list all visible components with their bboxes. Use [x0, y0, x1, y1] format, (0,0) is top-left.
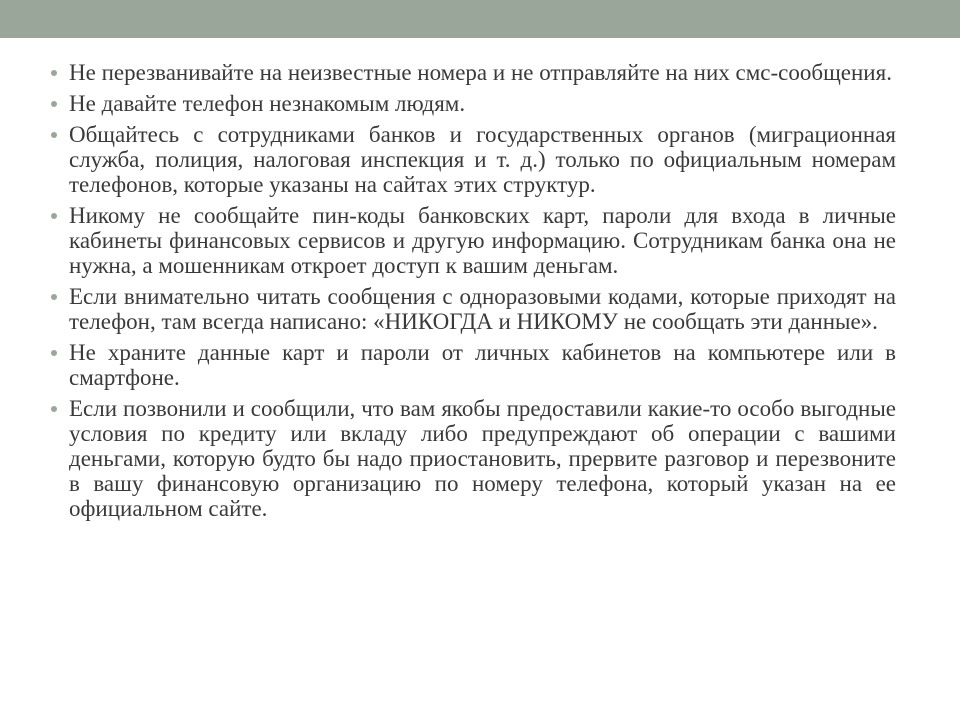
slide-header-bar: [0, 0, 960, 38]
bullet-dot-icon: [51, 294, 57, 300]
list-item: [51, 203, 896, 278]
bullet-dot-icon: [51, 350, 57, 356]
bullet-dot-icon: [51, 132, 57, 138]
list-item: [51, 60, 896, 85]
list-item: [51, 122, 896, 197]
bullet-dot-icon: [51, 213, 57, 219]
bullet-list: [51, 60, 896, 527]
list-item: [51, 284, 896, 334]
list-item-text: Если позвонили и сообщили, что вам якобы предоставили какие-то особо выгодные условия по кредиту или вкладу либо предупреждают об операции с вашими деньгами, которую будто бы надо приостановить, прервите разговор и перезвоните в вашу финансовую организацию по номеру телефона, который указан на ее официальном сайте.: [69, 396, 896, 521]
list-item-text: Не давайте телефон незнакомым людям.: [69, 91, 466, 116]
bullet-dot-icon: [51, 70, 57, 76]
list-item-text: Не храните данные карт и пароли от личных кабинетов на компьютере или в смартфоне.: [69, 340, 896, 390]
list-item: [51, 396, 896, 521]
list-item-text: Никому не сообщайте пин-коды банковских карт, пароли для входа в личные кабинеты финансовых сервисов и другую информацию. Сотрудникам банка она не нужна, а мошенникам откроет доступ к вашим деньгам.: [69, 203, 896, 278]
bullet-dot-icon: [51, 101, 57, 107]
list-item: [51, 91, 896, 116]
bullet-dot-icon: [51, 406, 57, 412]
list-item-text: Не перезванивайте на неизвестные номера и не отправляйте на них смс-сообщения.: [69, 60, 892, 85]
list-item: [51, 340, 896, 390]
list-item-text: Общайтесь с сотрудниками банков и государственных органов (миграционная служба, полиция, налоговая инспекция и т. д.) только по официальным номерам телефонов, которые указаны на сайтах этих структур.: [69, 122, 896, 197]
list-item-text: Если внимательно читать сообщения с одноразовыми кодами, которые приходят на телефон, там всегда написано: «НИКОГДА и НИКОМУ не сообщать эти данные».: [69, 284, 896, 334]
